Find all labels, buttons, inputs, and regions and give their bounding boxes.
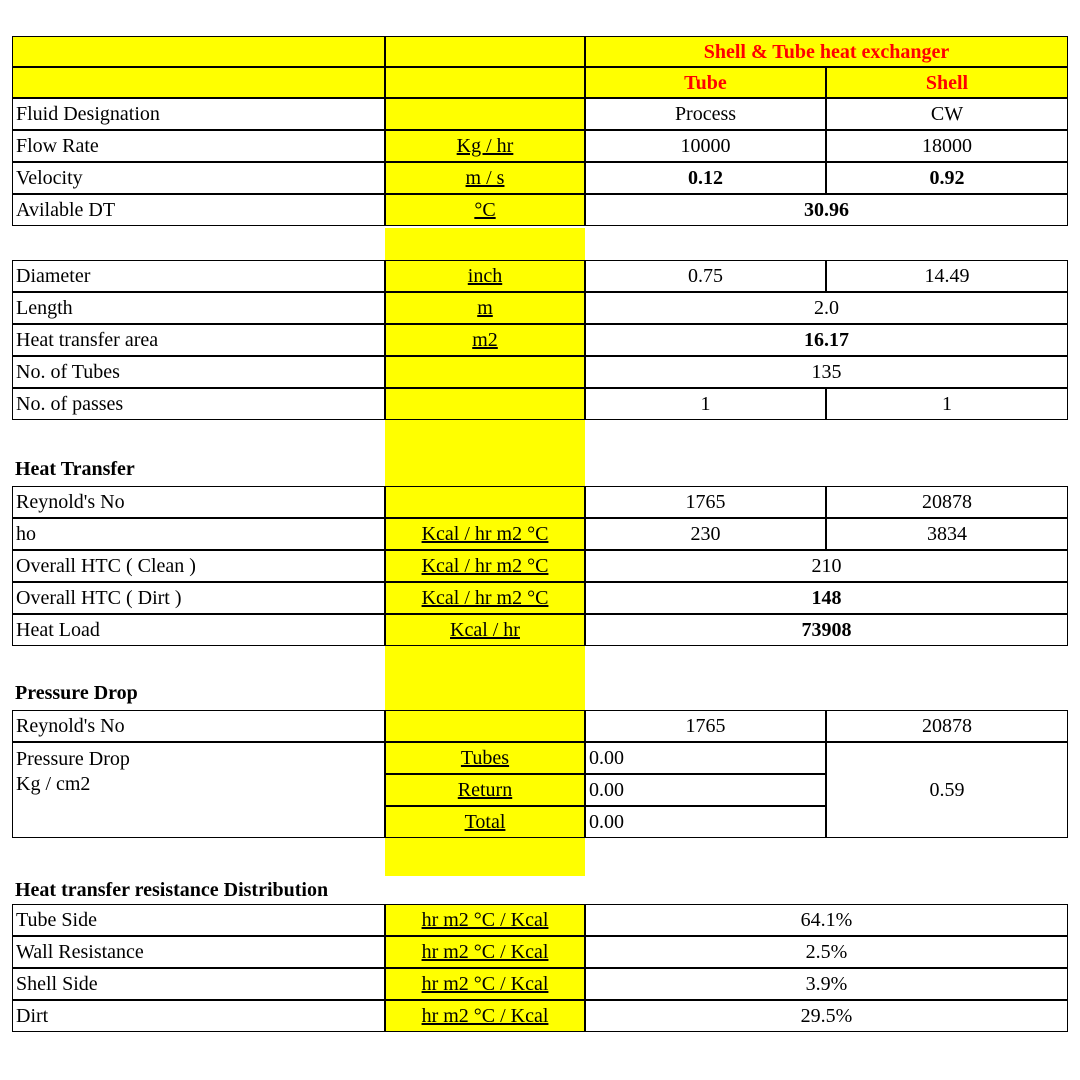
tube-value-cell: 0.12 — [585, 162, 826, 194]
unit-cell: Kg / hr — [385, 130, 585, 162]
unit-cell: Total — [385, 806, 585, 838]
row-label: Overall HTC ( Clean ) — [12, 550, 385, 582]
merged-value-cell: 135 — [585, 356, 1068, 388]
row-label: Reynold's No — [12, 486, 385, 518]
merged-value-cell: 210 — [585, 550, 1068, 582]
shell-value-cell: 0.59 — [826, 742, 1068, 838]
merged-value-cell: 2.5% — [585, 936, 1068, 968]
merged-value-cell: 73908 — [585, 614, 1068, 646]
unit-cell: Return — [385, 774, 585, 806]
unit-cell: Kcal / hr m2 °C — [385, 518, 585, 550]
spacer-strip — [385, 838, 585, 876]
unit-cell — [385, 388, 585, 420]
row-label: Dirt — [12, 1000, 385, 1032]
unit-cell — [385, 356, 585, 388]
merged-value-cell: 148 — [585, 582, 1068, 614]
header-blank-cell — [12, 36, 385, 67]
unit-cell: °C — [385, 194, 585, 226]
merged-value-cell: 64.1% — [585, 904, 1068, 936]
tube-value-cell: 0.75 — [585, 260, 826, 292]
tube-value-cell: 1765 — [585, 710, 826, 742]
header-blank-cell — [385, 36, 585, 67]
row-label: Velocity — [12, 162, 385, 194]
row-label: Tube Side — [12, 904, 385, 936]
unit-cell: m2 — [385, 324, 585, 356]
unit-cell: hr m2 °C / Kcal — [385, 968, 585, 1000]
row-label: Heat transfer area — [12, 324, 385, 356]
merged-value-cell: 2.0 — [585, 292, 1068, 324]
shell-value-cell: 20878 — [826, 486, 1068, 518]
unit-cell — [385, 486, 585, 518]
section-title-pressure-drop: Pressure Drop — [15, 682, 138, 704]
tube-column-header: Tube — [585, 67, 826, 98]
row-label: Diameter — [12, 260, 385, 292]
pressure-drop-label: Pressure Drop Kg / cm2 — [12, 742, 385, 838]
row-label: Avilable DT — [12, 194, 385, 226]
unit-cell: Tubes — [385, 742, 585, 774]
unit-cell — [385, 98, 585, 130]
shell-value-cell: 14.49 — [826, 260, 1068, 292]
unit-cell: hr m2 °C / Kcal — [385, 1000, 585, 1032]
header-blank-cell — [385, 67, 585, 98]
shell-value-cell: 1 — [826, 388, 1068, 420]
tube-value-cell: 1 — [585, 388, 826, 420]
tube-value-cell: 0.00 — [585, 806, 826, 838]
merged-value-cell: 3.9% — [585, 968, 1068, 1000]
merged-value-cell: 16.17 — [585, 324, 1068, 356]
row-label: ho — [12, 518, 385, 550]
shell-value-cell: 20878 — [826, 710, 1068, 742]
section-title-resistance: Heat transfer resistance Distribution — [15, 879, 329, 901]
unit-cell: hr m2 °C / Kcal — [385, 904, 585, 936]
shell-column-header: Shell — [826, 67, 1068, 98]
unit-cell: Kcal / hr m2 °C — [385, 550, 585, 582]
unit-cell: m — [385, 292, 585, 324]
tube-value-cell: 0.00 — [585, 742, 826, 774]
row-label: Heat Load — [12, 614, 385, 646]
table-title: Shell & Tube heat exchanger — [585, 36, 1068, 67]
tube-value-cell: 10000 — [585, 130, 826, 162]
unit-cell: hr m2 °C / Kcal — [385, 936, 585, 968]
section-title-heat-transfer: Heat Transfer — [15, 458, 135, 480]
spacer-strip — [385, 420, 585, 486]
spacer-strip — [385, 228, 585, 260]
row-label: Length — [12, 292, 385, 324]
shell-value-cell: CW — [826, 98, 1068, 130]
unit-cell: m / s — [385, 162, 585, 194]
header-blank-cell — [12, 67, 385, 98]
tube-value-cell: 230 — [585, 518, 826, 550]
merged-value-cell: 29.5% — [585, 1000, 1068, 1032]
row-label: Flow Rate — [12, 130, 385, 162]
spacer-strip — [385, 644, 585, 710]
shell-value-cell: 18000 — [826, 130, 1068, 162]
unit-cell: inch — [385, 260, 585, 292]
shell-value-cell: 0.92 — [826, 162, 1068, 194]
row-label: Reynold's No — [12, 710, 385, 742]
row-label: No. of passes — [12, 388, 385, 420]
tube-value-cell: 1765 — [585, 486, 826, 518]
unit-cell: Kcal / hr — [385, 614, 585, 646]
row-label: Fluid Designation — [12, 98, 385, 130]
row-label: Wall Resistance — [12, 936, 385, 968]
unit-cell — [385, 710, 585, 742]
tube-value-cell: 0.00 — [585, 774, 826, 806]
row-label: No. of Tubes — [12, 356, 385, 388]
row-label: Shell Side — [12, 968, 385, 1000]
shell-value-cell: 3834 — [826, 518, 1068, 550]
row-label: Overall HTC ( Dirt ) — [12, 582, 385, 614]
merged-value-cell: 30.96 — [585, 194, 1068, 226]
unit-cell: Kcal / hr m2 °C — [385, 582, 585, 614]
tube-value-cell: Process — [585, 98, 826, 130]
